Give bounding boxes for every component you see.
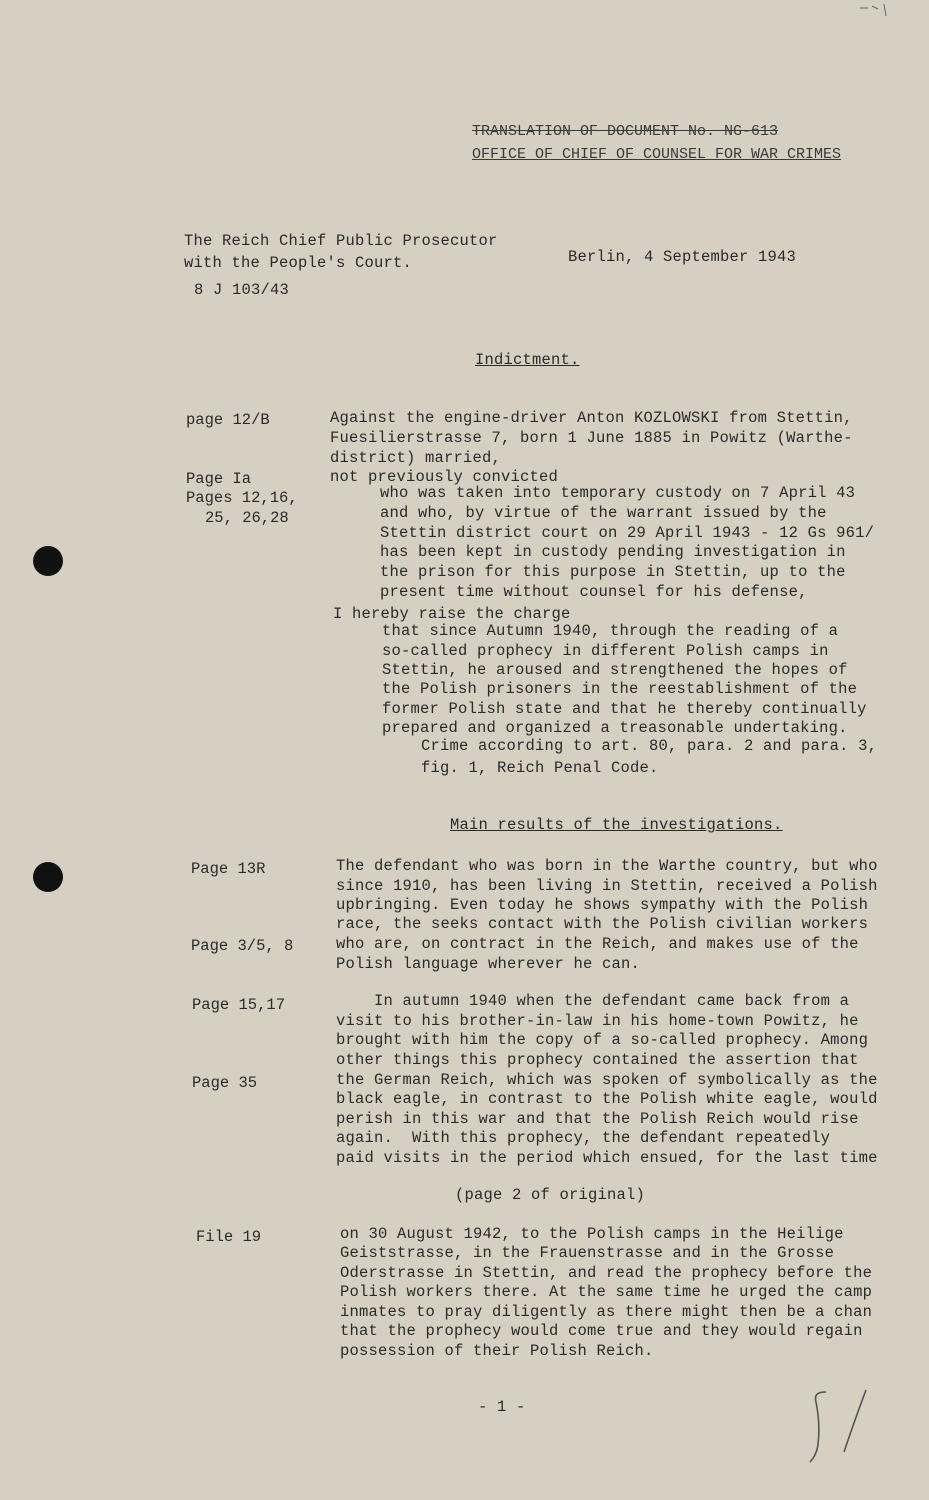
results-p1-line-4: race, the seeks contact with the Polish civilian workers [336, 915, 869, 933]
body-p3-line-6: present time without counsel for his defense, [380, 583, 808, 601]
margin-ref-8: Page 35 [192, 1074, 258, 1092]
results-p2-line-9: paid visits in the period which ensued, for the last time [336, 1149, 878, 1167]
body-p1-line-3: district) married, [330, 449, 502, 467]
case-reference: 8 J 103/43 [194, 281, 290, 299]
body-p5-line-4: the Polish prisoners in the reestablishment of the [382, 680, 858, 698]
results-p2-line-8: again. With this prophecy, the defendant repeatedly [336, 1129, 831, 1147]
results-p2-line-1: In autumn 1940 when the defendant came back from a [336, 992, 850, 1010]
margin-ref-7: Page 15,17 [192, 996, 286, 1014]
document-title: Indictment. [475, 351, 580, 369]
body-p1-line-2: Fuesilierstrasse 7, born 1 June 1885 in Powitz (Warthe- [330, 429, 853, 447]
body-p5-line-3: Stettin, he aroused and strengthened the hopes of [382, 661, 848, 679]
results-p3-line-2: Geiststrasse, in the Frauenstrasse and in the Grosse [340, 1244, 835, 1262]
handwritten-page-mark [808, 1388, 878, 1468]
body-p3-line-5: the prison for this purpose in Stettin, up to the [380, 563, 846, 581]
results-p2-line-3: brought with him the copy of a so-called prophecy. Among [336, 1031, 869, 1049]
results-p2-line-5: the German Reich, which was spoken of symbolically as the [336, 1071, 878, 1089]
section-title: Main results of the investigations. [450, 816, 783, 834]
body-charge: I hereby raise the charge [333, 605, 571, 623]
margin-ref-5: Page 13R [191, 860, 266, 878]
sender-line-1: The Reich Chief Public Prosecutor [184, 232, 498, 250]
results-p3-line-7: possession of their Polish Reich. [340, 1342, 654, 1360]
results-p2-line-7: perish in this war and that the Polish Reich would rise [336, 1110, 859, 1128]
results-p2-line-2: visit to his brother-in-law in his home-town Powitz, he [336, 1012, 859, 1030]
page-number: - 1 - [478, 1398, 526, 1416]
body-p5-line-6: prepared and organized a treasonable undertaking. [382, 719, 848, 737]
margin-ref-9: File 19 [196, 1228, 262, 1246]
body-p3-line-3: Stettin district court on 29 April 1943 - 12 Gs 961/ [380, 524, 875, 542]
results-p3-line-5: inmates to pray diligently as there might then be a chan [340, 1303, 873, 1321]
body-p3-line-2: and who, by virtue of the warrant issued by the [380, 504, 827, 522]
margin-ref-1: page 12/B [186, 411, 270, 429]
punch-hole-bottom [33, 862, 63, 892]
body-crime-line-2: fig. 1, Reich Penal Code. [421, 759, 659, 777]
sender-line-2: with the People's Court. [184, 254, 413, 272]
body-p5-line-1: that since Autumn 1940, through the reading of a [382, 622, 839, 640]
results-p1-line-6: Polish language wherever he can. [336, 955, 641, 973]
results-p3-line-3: Oderstrasse in Stettin, and read the prophecy before the [340, 1264, 873, 1282]
punch-hole-top [33, 546, 63, 576]
margin-ref-2: Page Ia [186, 470, 252, 488]
place-date: Berlin, 4 September 1943 [568, 248, 797, 266]
corner-marks [858, 0, 898, 20]
results-p3-line-1: on 30 August 1942, to the Polish camps in the Heilige [340, 1225, 844, 1243]
margin-ref-3: Pages 12,16, [186, 489, 298, 507]
results-p2-line-6: black eagle, in contrast to the Polish white eagle, would [336, 1090, 878, 1108]
margin-ref-6: Page 3/5, 8 [191, 937, 294, 955]
body-p1-line-1: Against the engine-driver Anton KOZLOWSKI from Stettin, [330, 409, 853, 427]
body-p5-line-2: so-called prophecy in different Polish camps in [382, 642, 829, 660]
results-p1-line-5: who are, on contract in the Reich, and makes use of the [336, 935, 859, 953]
results-p3-line-6: that the prophecy would come true and they would regain [340, 1322, 863, 1340]
results-p1-line-1: The defendant who was born in the Warthe country, but who [336, 857, 878, 875]
body-crime-line-1: Crime according to art. 80, para. 2 and para. 3, [421, 737, 878, 755]
results-p3-line-4: Polish workers there. At the same time he urged the camp [340, 1283, 873, 1301]
office-header: OFFICE OF CHIEF OF COUNSEL FOR WAR CRIMES [472, 146, 842, 163]
body-p3-line-4: has been kept in custody pending investigation in [380, 543, 846, 561]
translation-header: TRANSLATION OF DOCUMENT No. NG-613 [472, 123, 779, 140]
body-p3-line-1: who was taken into temporary custody on 7 April 43 [380, 484, 856, 502]
original-page-note: (page 2 of original) [455, 1186, 646, 1204]
body-p5-line-5: former Polish state and that he thereby continually [382, 700, 867, 718]
results-p1-line-2: since 1910, has been living in Stettin, received a Polish [336, 877, 878, 895]
results-p2-line-4: other things this prophecy contained the assertion that [336, 1051, 859, 1069]
margin-ref-4: 25, 26,28 [205, 509, 289, 527]
results-p1-line-3: upbringing. Even today he shows sympathy with the Polish [336, 896, 869, 914]
body-p2: not previously convicted [330, 468, 559, 486]
